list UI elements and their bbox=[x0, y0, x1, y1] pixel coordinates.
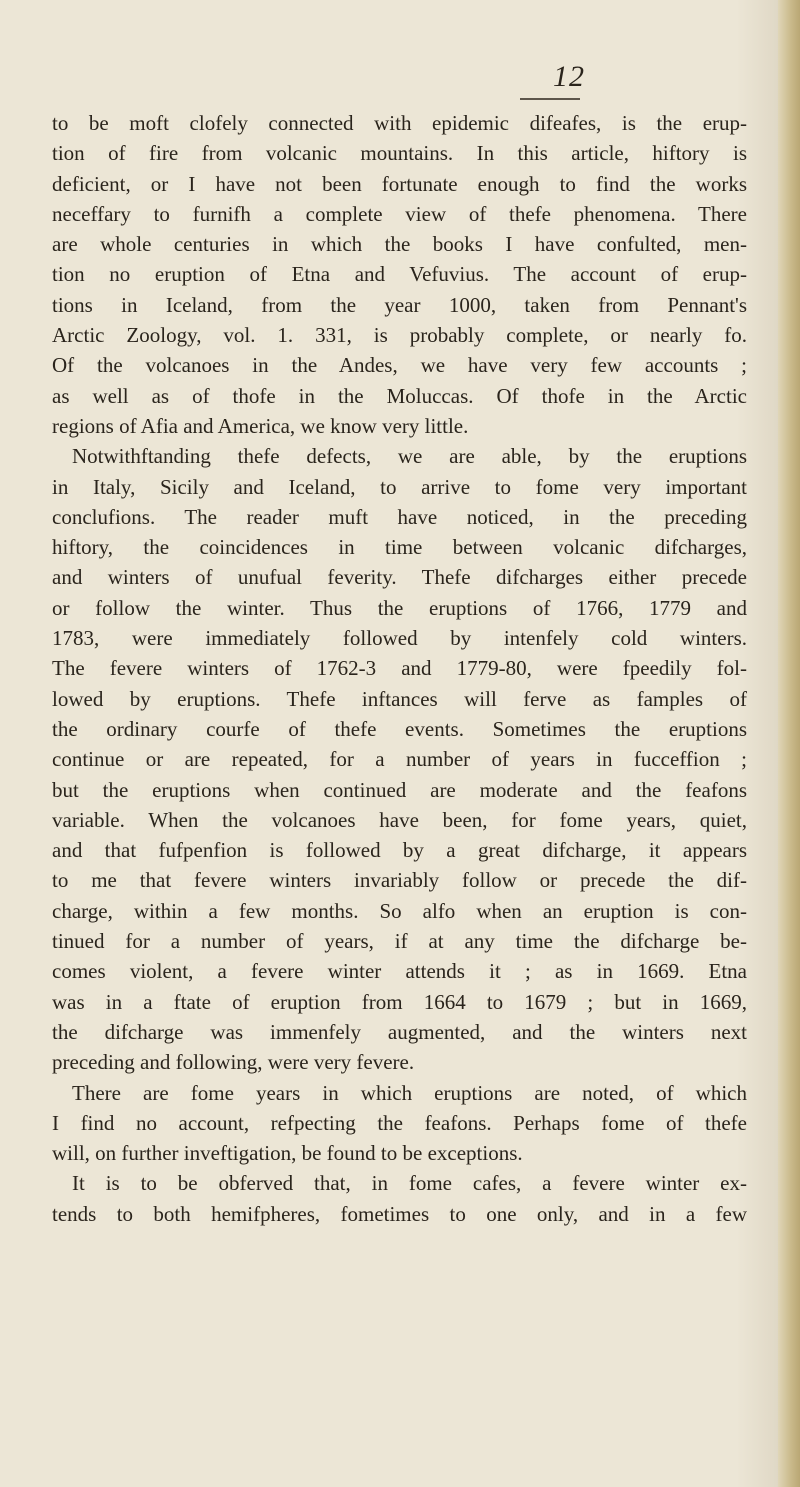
text-line: preceding and following, were very fevere. bbox=[52, 1050, 415, 1075]
text-line: will, on further inveftigation, be found to be exceptions. bbox=[52, 1141, 523, 1166]
text-line: the ordinary courfe of thefe events. Sometimes the eruptions bbox=[52, 716, 747, 741]
text-line: are whole centuries in which the books I have confulted, men- bbox=[52, 232, 747, 257]
paragraph bbox=[52, 441, 747, 1077]
text-line: or follow the winter. Thus the eruptions of 1766, 1779 and bbox=[52, 595, 747, 620]
text-line: deficient, or I have not been fortunate enough to find the works bbox=[52, 171, 747, 196]
text-line: charge, within a few months. So alfo when an eruption is con- bbox=[52, 898, 747, 923]
text-line: as well as of thofe in the Moluccas. Of thofe in the Arctic bbox=[52, 383, 747, 408]
page-number: 12 bbox=[553, 60, 585, 93]
text-line: The fevere winters of 1762-3 and 1779-80, were fpeedily fol- bbox=[52, 656, 747, 681]
text-line: but the eruptions when continued are moderate and the feafons bbox=[52, 777, 747, 802]
text-line: tinued for a number of years, if at any time the difcharge be- bbox=[52, 929, 747, 954]
text-line: continue or are repeated, for a number of years in fucceffion ; bbox=[52, 747, 747, 772]
text-line: regions of Afia and America, we know very little. bbox=[52, 413, 469, 438]
text-line: hiftory, the coincidences in time between volcanic difcharges, bbox=[52, 535, 747, 560]
text-line: to be moft clofely connected with epidemic difeafes, is the erup- bbox=[52, 111, 747, 135]
text-line: variable. When the volcanoes have been, for fome years, quiet, bbox=[52, 807, 747, 832]
text-line: neceffary to furnifh a complete view of thefe phenomena. There bbox=[52, 201, 747, 226]
text-line: 1783, were immediately followed by intenfely cold winters. bbox=[52, 626, 747, 651]
text-line: the difcharge was immenfely augmented, and the winters next bbox=[52, 1019, 747, 1044]
text-line: in Italy, Sicily and Iceland, to arrive to fome very important bbox=[52, 474, 747, 499]
text-line: was in a ftate of eruption from 1664 to 1679 ; but in 1669, bbox=[52, 989, 747, 1014]
text-line: tion no eruption of Etna and Vefuvius. The account of erup- bbox=[52, 262, 747, 287]
text-line: tends to both hemifpheres, fometimes to one only, and in a few bbox=[52, 1201, 747, 1226]
text-line: Of the volcanoes in the Andes, we have very few accounts ; bbox=[52, 353, 747, 378]
header-rule bbox=[520, 98, 580, 100]
text-line: conclufions. The reader muft have noticed, in the preceding bbox=[52, 504, 747, 529]
text-line: tion of fire from volcanic mountains. In this article, hiftory is bbox=[52, 141, 747, 166]
paragraph bbox=[52, 108, 747, 441]
paragraph bbox=[52, 1078, 747, 1169]
text-line: It is to be obferved that, in fome cafes, a fevere winter ex- bbox=[72, 1171, 747, 1196]
text-line: I find no account, refpecting the feafons. Perhaps fome of thefe bbox=[52, 1110, 747, 1135]
text-line: Notwithftanding thefe defects, we are able, by the eruptions bbox=[72, 444, 747, 469]
text-line: There are fome years in which eruptions are noted, of which bbox=[72, 1080, 747, 1105]
text-line: lowed by eruptions. Thefe inftances will ferve as famples of bbox=[52, 686, 747, 711]
text-line: and that fufpenfion is followed by a great difcharge, it appears bbox=[52, 838, 747, 863]
text-line: tions in Iceland, from the year 1000, taken from Pennant's bbox=[52, 292, 747, 317]
body-text bbox=[52, 108, 747, 1229]
text-line: Arctic Zoology, vol. 1. 331, is probably complete, or nearly fo. bbox=[52, 323, 747, 348]
text-line: to me that fevere winters invariably follow or precede the dif- bbox=[52, 868, 747, 893]
text-line: comes violent, a fevere winter attends it ; as in 1669. Etna bbox=[52, 959, 747, 984]
text-line: and winters of unufual feverity. Thefe difcharges either precede bbox=[52, 565, 747, 590]
paragraph bbox=[52, 1168, 747, 1229]
page-edge-shadow bbox=[778, 0, 800, 1487]
